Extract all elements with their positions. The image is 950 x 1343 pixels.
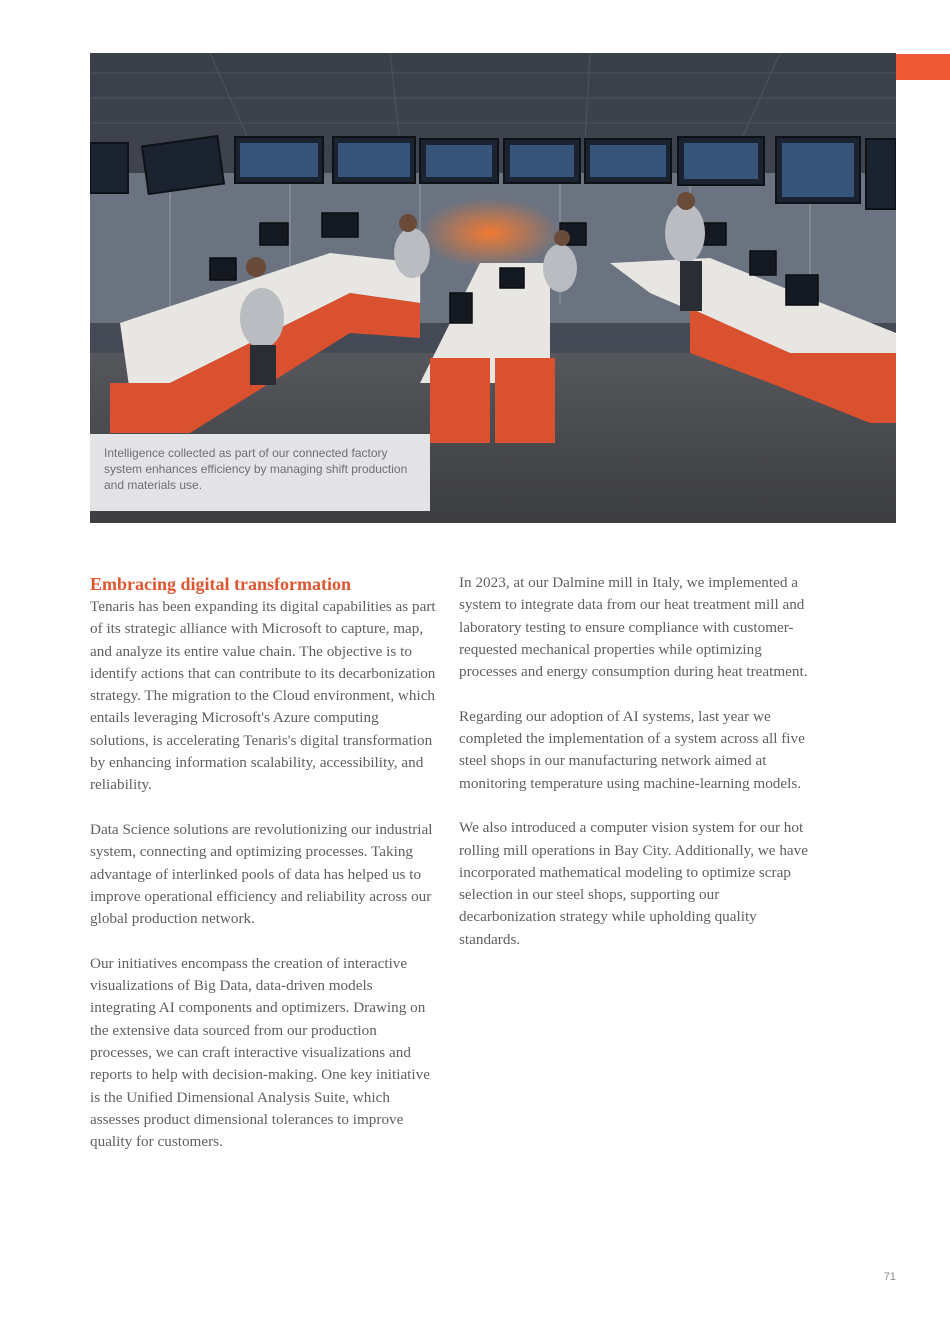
paragraph: Data Science solutions are revolutionizing our industrial system, connecting and optimizing processes. Taking advantage of interlinked pools of data has helped us to improve operational efficiency and reliability across our global production network. — [90, 820, 433, 928]
section-heading: Embracing digital transformation — [90, 574, 351, 594]
paragraph: Our initiatives encompass the creation of interactive visualizations of Big Data, data-driven models integrating AI components and optimizers. Drawing on the extensive data sourced from our production processes, we can craft interactive visualizations and reports to help with decision-making. One key initiative is the Unified Dimensional Analysis Suite, which assesses product dimensional tolerances to improve quality for customers. — [90, 954, 430, 1151]
left-column — [90, 572, 440, 1176]
paragraph: Regarding our adoption of AI systems, last year we completed the implementation of a system across all five steel shops in our manufacturing network aimed at monitoring temperature using machine-learning models. — [459, 707, 805, 792]
page-number: 71 — [883, 1271, 896, 1283]
accent-tab — [896, 54, 950, 80]
paragraph: Tenaris has been expanding its digital capabilities as part of its strategic alliance with Microsoft to capture, map, and analyze its entire value chain. The objective is to identify actions that can contribute to its decarbonization strategy. The migration to the Cloud environment, which entails leveraging Microsoft's Azure computing solutions, is accelerating Tenaris's digital transformation by enhancing information scalability, accessibility, and reliability. — [90, 598, 436, 794]
paragraph: In 2023, at our Dalmine mill in Italy, we implemented a system to integrate data from our heat treatment mill and laboratory testing to ensure compliance with customer-requested mechanical properties while optimizing processes and energy consumption during heat treatment. — [459, 574, 808, 681]
right-column — [459, 572, 809, 973]
photo-caption: Intelligence collected as part of our connected factory system enhances efficiency by managing shift production and materials use. — [90, 434, 430, 511]
paragraph: We also introduced a computer vision system for our hot rolling mill operations in Bay City. Additionally, we have incorporated mathematical modeling to optimize scrap selection in our steel shops, supporting our decarbonization strategy while upholding quality standards. — [459, 819, 808, 948]
